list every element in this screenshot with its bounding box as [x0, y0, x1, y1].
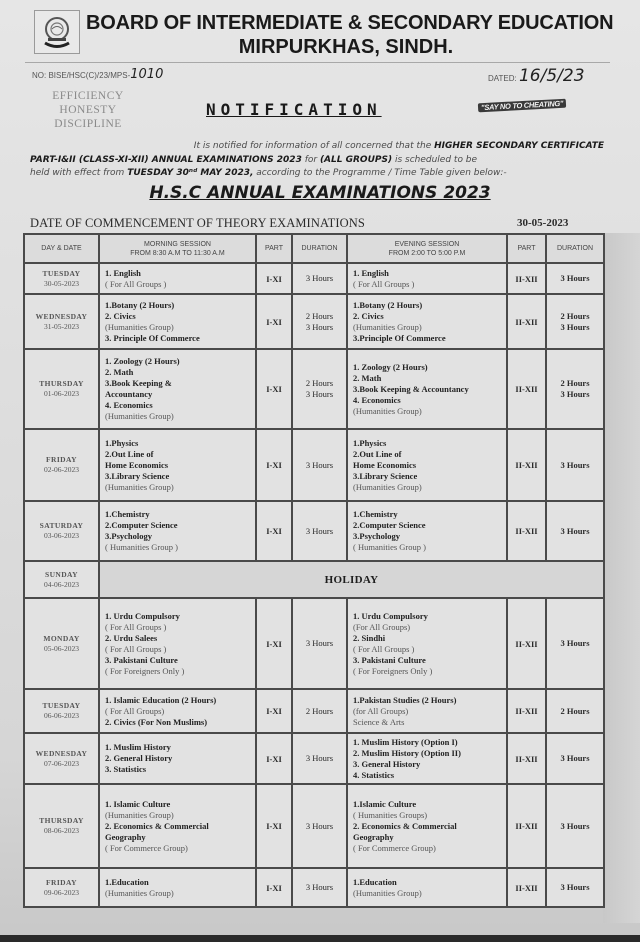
holiday-cell: HOLIDAY: [99, 561, 604, 598]
subject-item: 2.Computer Science: [353, 520, 426, 530]
duration-cell: [546, 784, 604, 868]
subject-item: 1.Pakistan Studies (2 Hours): [353, 694, 457, 705]
subject-note: ( For All Groups ): [353, 278, 415, 289]
motto-line: DISCIPLINE: [54, 118, 122, 130]
timetable-body: [24, 263, 604, 907]
subject-item: 1. Urdu Compulsory: [105, 610, 180, 621]
subject-note: (Humanities Group): [105, 809, 174, 820]
dated-handwritten-value: 16/5/23: [518, 66, 585, 86]
subject-item: 3. General History: [353, 758, 421, 769]
day-date-cell: [24, 733, 99, 784]
subject-item: 2.Out Line of: [105, 448, 154, 459]
day-date-cell: [24, 294, 99, 349]
exam-date: 30-05-2023: [44, 278, 79, 288]
table-row: [24, 349, 604, 429]
duration-value: 3 Hours: [560, 321, 590, 332]
evening-subjects-cell: [347, 598, 507, 689]
morning-session-title: MORNING SESSION: [144, 240, 211, 248]
subject-note: ( For All Groups ): [105, 621, 167, 632]
exam-date: 02-06-2023: [44, 465, 79, 474]
duration-cell: [546, 501, 604, 561]
exam-date: 07-06-2023: [44, 758, 79, 768]
board-location: MIRPURKHAS, SINDH.: [238, 36, 454, 58]
subject-item: 1.Physics: [353, 437, 387, 448]
day-date-cell: [24, 349, 99, 429]
exam-date: 06-06-2023: [44, 711, 79, 720]
table-row: [24, 294, 604, 349]
morning-subjects-cell: [99, 733, 256, 784]
subject-note: (Humanities Group): [105, 411, 174, 421]
subject-item: 3.Book Keeping &: [105, 378, 172, 388]
evening-part-cell: II-XII: [507, 294, 546, 349]
exam-date: 08-06-2023: [44, 826, 79, 835]
morning-part-cell: I-XI: [256, 263, 292, 294]
table-row: [24, 733, 604, 784]
subject-item: 4. Economics: [353, 394, 401, 405]
subject-item: 1.Education: [353, 876, 397, 887]
subject-item: 2. Math: [105, 367, 134, 377]
subject-item: 2. Urdu Salees: [105, 632, 158, 643]
evening-part-cell: II-XII: [507, 689, 546, 733]
morning-subjects-cell: [99, 784, 256, 868]
day-date-cell: [24, 263, 99, 294]
duration-cell: [546, 429, 604, 501]
duration-value: 3 Hours: [305, 459, 334, 470]
subject-continuation: Accountancy: [105, 389, 153, 399]
day-name: MONDAY: [43, 633, 80, 643]
motto-line: EFFICIENCY: [52, 90, 124, 102]
morning-subjects-cell: [99, 294, 256, 349]
subject-item: 1.Education: [105, 876, 149, 887]
day-date-cell: [24, 868, 99, 907]
subject-note: (Humanities Group): [105, 321, 174, 332]
motto: [38, 89, 138, 131]
duration-value: 3 Hours: [305, 820, 334, 831]
subject-item: 1. English: [353, 267, 389, 278]
evening-part-cell: II-XII: [507, 429, 546, 501]
subject-item: 1. Muslim History (Option I): [353, 736, 458, 747]
reference-handwritten-number: 1010: [130, 67, 164, 82]
header-part: PART: [256, 234, 292, 263]
subject-item: 3.Psychology: [353, 531, 400, 541]
commencement-label: DATE OF COMMENCEMENT OF THEORY EXAMINATIONS: [30, 216, 365, 230]
subject-item: 3. Pakistani Culture: [353, 654, 426, 665]
subject-item: 4. Economics: [105, 400, 153, 410]
morning-subjects-cell: [99, 429, 256, 501]
duration-cell: [546, 733, 604, 784]
duration-value: 3 Hours: [305, 321, 334, 332]
page-edge-shadow: [603, 233, 640, 923]
evening-subjects-cell: [347, 784, 507, 868]
subject-note: ( For Commerce Group): [105, 842, 188, 853]
subject-note: ( Humanities Groups): [353, 809, 428, 820]
evening-subjects-cell: [347, 501, 507, 561]
intro-line-3: [30, 167, 604, 181]
exam-timetable: [23, 233, 605, 908]
morning-part-cell: I-XI: [256, 733, 292, 784]
duration-value: 2 Hours: [305, 705, 334, 716]
table-row: [24, 561, 604, 598]
evening-subjects-cell: [347, 733, 507, 784]
subject-item: 3. Statistics: [105, 764, 147, 774]
subject-item: 1. Zoology (2 Hours): [353, 361, 428, 372]
morning-part-cell: I-XI: [256, 349, 292, 429]
subject-note: ( For Foreigners Only ): [353, 665, 433, 676]
subject-item: 2. Math: [353, 372, 382, 383]
duration-value: 2 Hours: [305, 310, 334, 321]
subject-item: 1.Chemistry: [353, 509, 398, 519]
reference-label: NO: BISE/HSC(C)/23/MPS-: [32, 71, 131, 80]
morning-session-time: FROM 8:30 A.M TO 11:30 A.M: [130, 249, 225, 257]
morning-subjects-cell: [99, 349, 256, 429]
table-row: [24, 868, 604, 907]
subject-note: (Humanities Group): [105, 481, 174, 492]
morning-part-cell: I-XI: [256, 294, 292, 349]
subject-item: 3. Principle Of Commerce: [105, 332, 200, 343]
evening-part-cell: II-XII: [507, 598, 546, 689]
subject-note: (Humanities Group): [353, 405, 422, 416]
morning-subjects-cell: [99, 598, 256, 689]
subject-continuation: Geography: [105, 831, 146, 842]
day-name: TUESDAY: [42, 701, 81, 710]
day-name: FRIDAY: [46, 455, 77, 464]
subject-item: 1.Botany (2 Hours): [353, 299, 423, 310]
duration-cell: [546, 349, 604, 429]
subject-item: 3.Psychology: [105, 531, 152, 541]
day-date-cell: [24, 689, 99, 733]
subject-continuation: Home Economics: [353, 459, 417, 470]
duration-value: 3 Hours: [560, 389, 590, 399]
evening-session-time: FROM 2:00 TO 5:00 P.M: [388, 249, 466, 257]
day-date-cell: [24, 784, 99, 868]
header-duration: DURATION: [546, 234, 604, 263]
duration-cell: [546, 868, 604, 907]
morning-subjects-cell: [99, 263, 256, 294]
duration-cell: [292, 689, 347, 733]
board-emblem-icon: [34, 10, 80, 54]
header-divider: [25, 62, 610, 63]
subject-note: (Humanities Group): [353, 321, 422, 332]
subject-item: 4. Statistics: [353, 769, 395, 780]
subject-continuation: Home Economics: [105, 459, 169, 470]
header-day-date: DAY & DATE: [24, 234, 99, 263]
duration-cell: [546, 294, 604, 349]
duration-value: 3 Hours: [305, 273, 334, 283]
subject-item: 2. Sindhi: [353, 632, 386, 643]
duration-value: 2 Hours: [305, 378, 334, 388]
intro-text: according to the Programme / Time Table given below:-: [253, 168, 507, 178]
header-duration: DURATION: [292, 234, 347, 263]
subject-note: ( For Commerce Group): [353, 842, 436, 853]
day-name: TUESDAY: [42, 268, 81, 278]
duration-value: 3 Hours: [305, 753, 334, 763]
duration-cell: [292, 784, 347, 868]
subject-item: 1. Muslim History: [105, 742, 171, 752]
day-date-cell: [24, 501, 99, 561]
duration-value: 3 Hours: [560, 525, 590, 536]
schedule-title: H.S.C ANNUAL EXAMINATIONS 2023: [149, 183, 491, 203]
morning-part-cell: I-XI: [256, 429, 292, 501]
subject-note: (Humanities Group): [353, 887, 422, 898]
subject-continuation: Geography: [353, 831, 394, 842]
subject-note: (For All Groups): [353, 621, 411, 632]
duration-value: 2 Hours: [560, 705, 590, 716]
intro-bold-text: HIGHER SECONDARY CERTIFICATE: [434, 141, 604, 151]
day-date-cell: [24, 598, 99, 689]
reference-number: [32, 67, 163, 82]
morning-subjects-cell: [99, 501, 256, 561]
intro-text: for: [301, 154, 320, 165]
exam-date: 09-06-2023: [44, 887, 79, 897]
day-name: WEDNESDAY: [35, 748, 88, 758]
duration-cell: [546, 263, 604, 294]
board-name: BOARD OF INTERMEDIATE & SECONDARY EDUCATION: [86, 12, 614, 34]
duration-value: 3 Hours: [305, 882, 334, 892]
duration-cell: [292, 349, 347, 429]
morning-part-cell: I-XI: [256, 784, 292, 868]
morning-part-cell: I-XI: [256, 598, 292, 689]
exam-date: 04-06-2023: [44, 579, 79, 589]
subject-note: ( For All Groups ): [105, 643, 167, 654]
subject-item: 1. English: [105, 267, 141, 278]
table-row: [24, 429, 604, 501]
duration-cell: [292, 598, 347, 689]
dated: [488, 66, 585, 86]
morning-part-cell: I-XI: [256, 868, 292, 907]
header-evening-session: [347, 234, 507, 263]
subject-item: 3.Book Keeping & Accountancy: [353, 383, 469, 394]
evening-part-cell: II-XII: [507, 501, 546, 561]
subject-note: (Humanities Group): [105, 887, 174, 898]
morning-part-cell: I-XI: [256, 689, 292, 733]
subject-item: 2. Economics & Commercial: [105, 820, 209, 831]
intro-paragraph: [30, 140, 604, 181]
subject-item: 2. Economics & Commercial: [353, 820, 457, 831]
duration-cell: [292, 429, 347, 501]
subject-note: ( For Foreigners Only ): [105, 665, 185, 676]
subject-note: ( For All Groups): [105, 705, 165, 716]
day-name: THURSDAY: [39, 379, 84, 388]
subject-item: 1.Chemistry: [105, 509, 150, 519]
intro-bold-text: PART-I&II (CLASS-XI-XII) ANNUAL EXAMINATIONS 2023: [30, 154, 302, 165]
intro-bold-text: TUESDAY 30ⁿᵈ MAY 2023,: [127, 168, 254, 178]
evening-subjects-cell: [347, 689, 507, 733]
intro-text: It is notified for information of all concerned that the: [193, 141, 435, 151]
subject-item: 2. Muslim History (Option II): [353, 747, 461, 758]
table-header-row: [24, 234, 604, 263]
duration-value: 2 Hours: [560, 378, 590, 388]
evening-subjects-cell: [347, 429, 507, 501]
duration-value: 3 Hours: [305, 638, 334, 648]
subject-note: ( Humanities Group ): [105, 542, 178, 552]
subject-note: (Humanities Group): [353, 481, 422, 492]
subject-item: 1. Islamic Culture: [105, 798, 171, 809]
duration-value: 3 Hours: [560, 753, 590, 763]
subject-item: 2. Civics (For Non Muslims): [105, 716, 208, 727]
duration-cell: [292, 294, 347, 349]
morning-subjects-cell: [99, 689, 256, 733]
table-row: [24, 501, 604, 561]
table-row: [24, 784, 604, 868]
duration-value: 3 Hours: [305, 525, 334, 536]
subject-item: 2. Civics: [353, 310, 384, 321]
commencement-date: 30-05-2023: [517, 217, 569, 229]
exam-date: 05-06-2023: [44, 643, 79, 653]
intro-text: is scheduled to be: [392, 154, 478, 165]
subject-note: ( For All Groups ): [353, 643, 415, 654]
subject-item: 1.Physics: [105, 437, 139, 448]
table-row: [24, 689, 604, 733]
intro-bold-text: (ALL GROUPS): [319, 154, 393, 165]
intro-text: held with effect from: [30, 168, 128, 178]
duration-value: 3 Hours: [560, 273, 590, 283]
duration-value: 3 Hours: [560, 882, 590, 892]
duration-value: 3 Hours: [560, 820, 590, 831]
evening-part-cell: II-XII: [507, 349, 546, 429]
subject-item: 3.Library Science: [353, 470, 418, 481]
duration-cell: [546, 598, 604, 689]
evening-subjects-cell: [347, 868, 507, 907]
subject-item: 2.Out Line of: [353, 448, 402, 459]
exam-date: 31-05-2023: [44, 321, 79, 331]
evening-subjects-cell: [347, 349, 507, 429]
duration-value: 3 Hours: [305, 389, 334, 399]
motto-line: HONESTY: [59, 104, 117, 116]
evening-session-title: EVENING SESSION: [394, 240, 460, 248]
duration-value: 3 Hours: [560, 638, 590, 648]
evening-part-cell: II-XII: [507, 784, 546, 868]
subject-item: 1. Zoology (2 Hours): [105, 356, 180, 366]
day-date-cell: [24, 561, 99, 598]
evening-part-cell: II-XII: [507, 868, 546, 907]
exam-date: 03-06-2023: [44, 531, 79, 540]
evening-part-cell: II-XII: [507, 733, 546, 784]
intro-line-1: [30, 140, 604, 154]
evening-subjects-cell: [347, 263, 507, 294]
duration-value: 3 Hours: [560, 459, 590, 470]
page-bottom-edge: [0, 935, 640, 942]
day-name: SATURDAY: [39, 521, 84, 530]
subject-item: 3.Library Science: [105, 470, 170, 481]
duration-cell: [292, 868, 347, 907]
table-row: [24, 598, 604, 689]
subject-item: 2.Computer Science: [105, 520, 178, 530]
subject-item: 1.Islamic Culture: [353, 798, 417, 809]
header-morning-session: [99, 234, 256, 263]
subject-item: 2. Civics: [105, 310, 136, 321]
intro-line-2: [30, 154, 604, 168]
duration-value: 2 Hours: [560, 310, 590, 321]
evening-part-cell: II-XII: [507, 263, 546, 294]
subject-item: 1.Botany (2 Hours): [105, 299, 175, 310]
subject-item: 3. Pakistani Culture: [105, 654, 178, 665]
day-date-cell: [24, 429, 99, 501]
duration-cell: [546, 689, 604, 733]
day-name: THURSDAY: [39, 816, 84, 825]
exam-date: 01-06-2023: [44, 389, 79, 398]
subject-item: 2. General History: [105, 753, 173, 763]
duration-cell: [292, 733, 347, 784]
morning-part-cell: I-XI: [256, 501, 292, 561]
notification-title: NOTIFICATION: [206, 100, 382, 119]
day-name: WEDNESDAY: [35, 311, 88, 321]
say-no-to-cheating-stamp: "SAY NO TO CHEATING": [478, 99, 567, 113]
subject-note: (for All Groups): [353, 705, 409, 716]
subject-note: ( For All Groups ): [105, 278, 167, 289]
morning-subjects-cell: [99, 868, 256, 907]
dated-label: DATED:: [488, 74, 517, 83]
subject-note: Science & Arts: [353, 716, 405, 727]
table-row: [24, 263, 604, 294]
day-name: FRIDAY: [46, 877, 77, 887]
subject-note: ( Humanities Group ): [353, 542, 426, 552]
header-part: PART: [507, 234, 546, 263]
day-name: SUNDAY: [45, 569, 78, 579]
subject-item: 1. Islamic Education (2 Hours): [105, 694, 217, 705]
duration-cell: [292, 501, 347, 561]
evening-subjects-cell: [347, 294, 507, 349]
subject-item: 1. Urdu Compulsory: [353, 610, 428, 621]
subject-item: 3.Principle Of Commerce: [353, 332, 446, 343]
duration-cell: [292, 263, 347, 294]
